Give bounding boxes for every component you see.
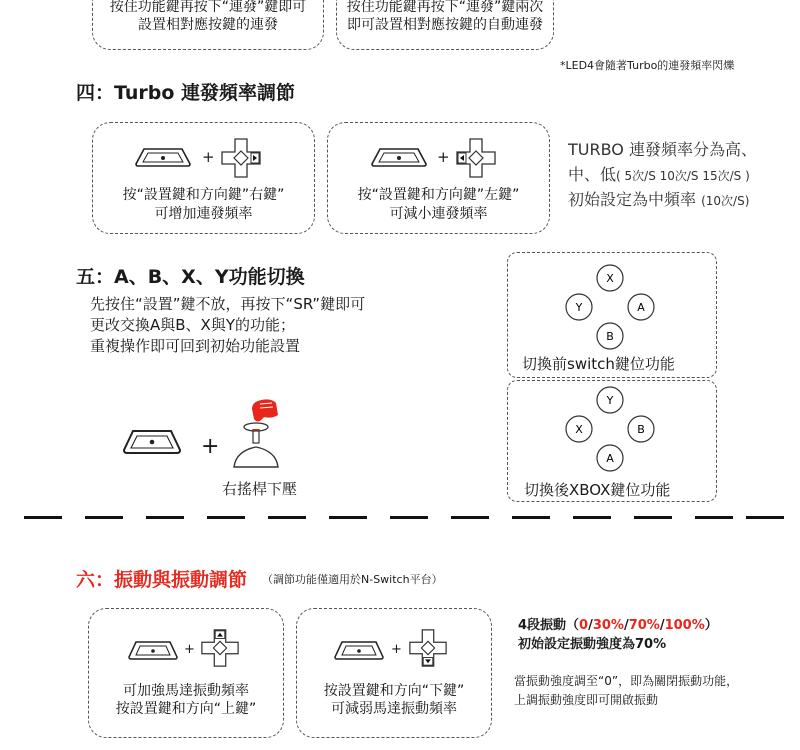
xbox-a-label: A <box>606 452 614 465</box>
turbo-desc-initial: 初始設定為中頻率 <box>568 190 697 209</box>
turbo-caption-right-2: 即可設置相對應按鍵的自動連發 <box>347 17 543 33</box>
switch-face-buttons-icon <box>555 262 665 352</box>
vibration-up-caption-1: 可加強馬達振動頻率 <box>123 683 249 699</box>
turbo-desc-line-2 <box>568 162 750 185</box>
vibration-level-70: 70% <box>628 618 660 633</box>
dpad-down-icon <box>408 628 448 668</box>
xbox-layout-label: 切換後XBOX鍵位功能 <box>524 481 671 499</box>
turbo-desc-low: 中、低 <box>568 165 617 184</box>
vibration-note-2: 上調振動強度即可開啟振動 <box>514 693 659 707</box>
turbo-desc-line-1: TURBO 連發頻率分為高、 <box>568 140 757 159</box>
vibration-note-1: 當振動強度調至“0”，即為關閉振動功能， <box>514 674 739 688</box>
settings-button-icon <box>128 640 178 660</box>
plus-sign: + <box>201 434 220 459</box>
settings-button-icon <box>134 146 192 168</box>
xbox-b-label: B <box>637 423 645 436</box>
plus-sign: + <box>437 148 450 166</box>
switch-y-label: Y <box>575 301 583 314</box>
vibration-level-30: 30% <box>592 618 624 633</box>
plus-sign: + <box>184 642 195 657</box>
turbo-caption-left-2: 設置相對應按鍵的連發 <box>138 17 278 33</box>
plus-sign: + <box>202 148 215 166</box>
settings-button-icon <box>334 640 384 660</box>
switch-x-label: X <box>606 272 614 285</box>
switch-a-label: A <box>637 301 645 314</box>
vibration-up-caption-2: 按設置鍵和方向“上鍵” <box>115 701 257 717</box>
vibration-level-0: 0 <box>579 618 589 633</box>
turbo-caption-right-1: 按住功能鍵再按下“連發”鍵兩次 <box>346 0 544 15</box>
switch-b-label: B <box>606 330 614 343</box>
turbo-desc-rates: ( 5次/S 10次/S 15次/S ) <box>616 169 750 183</box>
section-5-title: 五：A、B、X、Y功能切換 <box>76 266 305 288</box>
turbo-desc-line-3 <box>568 187 749 210</box>
right-stick-label: 右搖桿下壓 <box>222 480 298 498</box>
dpad-right-icon <box>220 137 262 179</box>
plus-sign: + <box>391 642 402 657</box>
section-6-subtitle: （調節功能僅適用於N-Switch平台） <box>262 573 443 586</box>
abxy-para-2: 更改交換A與B、X與Y的功能； <box>90 316 295 334</box>
right-stick-press-icon <box>226 395 288 471</box>
settings-button-icon <box>370 146 428 168</box>
settings-button-icon <box>122 428 182 456</box>
xbox-face-buttons-icon <box>555 384 665 474</box>
abxy-para-3: 重複操作即可回到初始功能設置 <box>90 337 301 355</box>
turbo-desc-initial-rate: (10次/S) <box>701 194 750 208</box>
xbox-x-label: X <box>575 423 583 436</box>
freq-up-caption-1: 按“設置鍵和方向鍵”右鍵” <box>122 187 285 203</box>
xbox-y-label: Y <box>606 394 614 407</box>
vibration-level-100: 100% <box>664 618 705 633</box>
vibration-down-caption-1: 按設置鍵和方向“下鍵” <box>323 683 465 699</box>
freq-up-caption-2: 可增加連發頻率 <box>154 206 253 222</box>
freq-down-caption-2: 可減小連發頻率 <box>389 206 488 222</box>
dpad-up-icon <box>200 628 240 668</box>
led-note: *LED4會隨著Turbo的連發頻率閃爍 <box>560 59 735 72</box>
vibration-levels-suffix: ） <box>704 618 718 633</box>
vibration-levels: 4段振動（0/30%/70%/100%） <box>518 618 718 633</box>
switch-layout-label: 切換前switch鍵位功能 <box>522 355 675 373</box>
vibration-down-caption-2: 可減弱馬達振動頻率 <box>331 701 457 717</box>
abxy-para-1: 先按住“設置”鍵不放，再按下“SR”鍵即可 <box>90 295 366 313</box>
vibration-initial: 初始設定振動強度為70% <box>518 637 667 652</box>
freq-down-caption-1: 按“設置鍵和方向鍵”左鍵” <box>357 187 520 203</box>
section-6-title: 六：振動與振動調節 <box>76 569 248 591</box>
dpad-left-icon <box>455 137 497 179</box>
turbo-caption-left-1: 按住功能鍵再按下“連發”鍵即可 <box>109 0 307 15</box>
section-4-title: 四：Turbo 連發頻率調節 <box>76 82 296 104</box>
vibration-levels-prefix: 4段振動（ <box>518 618 580 633</box>
